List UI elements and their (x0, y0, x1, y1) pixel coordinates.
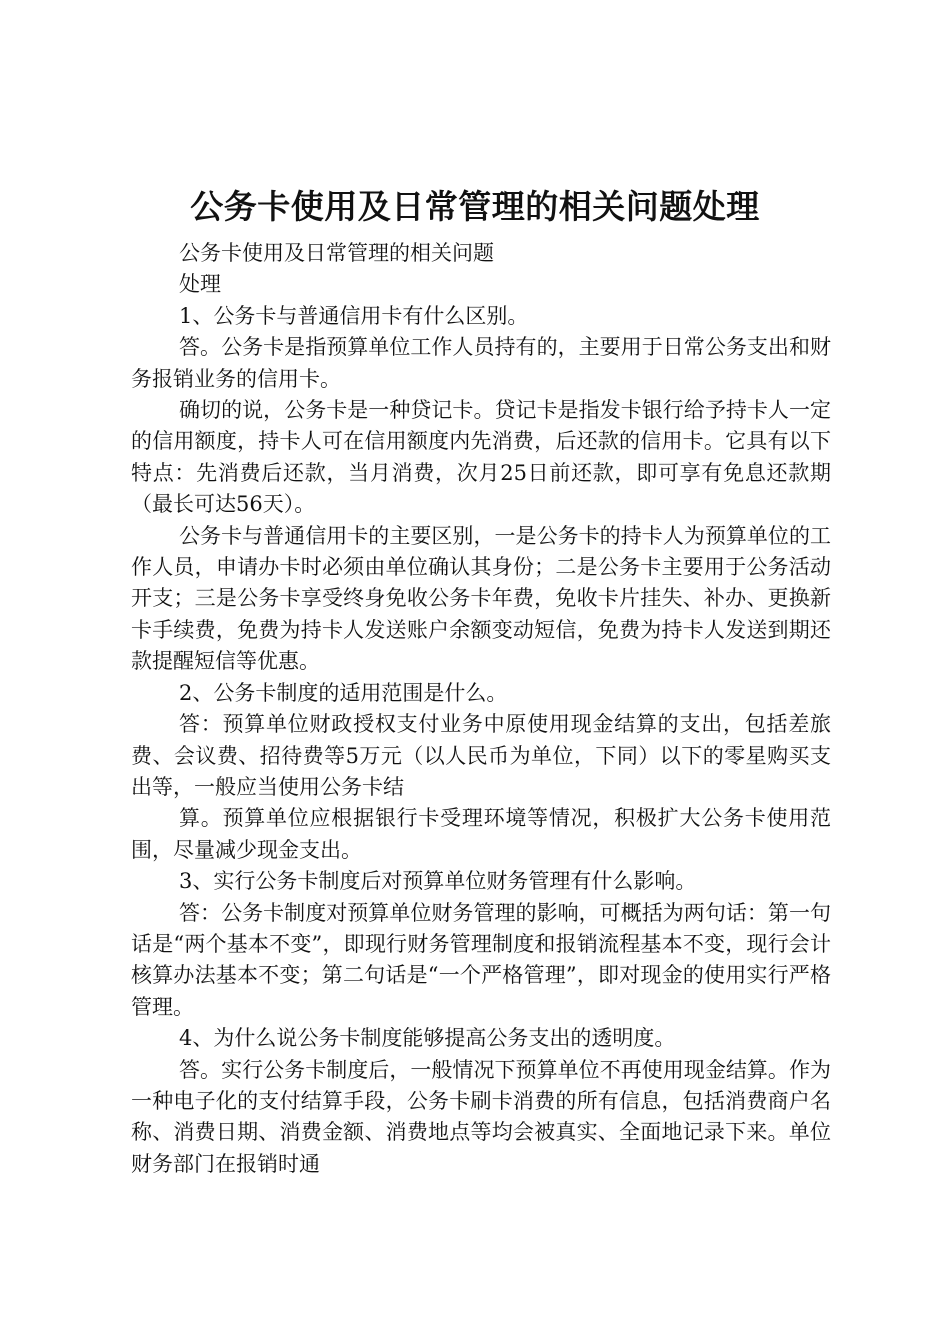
subtitle-line-1: 公务卡使用及日常管理的相关问题 (179, 241, 494, 265)
answer-3: 答：公务卡制度对预算单位财务管理的影响，可概括为两句话：第一句话是“两个基本不变”，即现行财务管理制度和报销流程基本不变，现行会计核算办法基本不变；第二句话是“一个严格管理”，即对现金的使用实行严格管理。 (131, 900, 831, 1019)
document-title: 公务卡使用及日常管理的相关问题处理 (190, 187, 760, 226)
document-body (131, 238, 831, 1180)
answer-2-paragraph-2: 算。预算单位应根据银行卡受理环境等情况，积极扩大公务卡使用范围，尽量减少现金支出。 (131, 806, 831, 862)
question-1: 1、公务卡与普通信用卡有什么区别。 (179, 303, 529, 328)
question-2: 2、公务卡制度的适用范围是什么。 (179, 680, 508, 705)
answer-2-paragraph-1: 答：预算单位财政授权支付业务中原使用现金结算的支出，包括差旅费、会议费、招待费等5万元（以人民币为单位，下同）以下的零星购买支出等，一般应当使用公务卡结 (131, 712, 831, 799)
answer-4: 答。实行公务卡制度后，一般情况下预算单位不再使用现金结算。作为一种电子化的支付结算手段，公务卡刷卡消费的所有信息，包括消费商户名称、消费日期、消费金额、消费地点等均会被真实、全面地记录下来。单位财务部门在报销时通 (131, 1057, 831, 1176)
answer-1-paragraph-2: 确切的说，公务卡是一种贷记卡。贷记卡是指发卡银行给予持卡人一定的信用额度，持卡人可在信用额度内先消费，后还款的信用卡。它具有以下特点：先消费后还款，当月消费，次月25日前还款，即可享有免息还款期（最长可达56天）。 (131, 398, 831, 517)
question-4: 4、为什么说公务卡制度能够提高公务支出的透明度。 (179, 1026, 676, 1051)
answer-1-paragraph-3: 公务卡与普通信用卡的主要区别，一是公务卡的持卡人为预算单位的工作人员，申请办卡时必须由单位确认其身份；二是公务卡主要用于公务活动开支；三是公务卡享受终身免收公务卡年费，免收卡片挂失、补办、更换新卡手续费，免费为持卡人发送账户余额变动短信，免费为持卡人发送到期还款提醒短信等优惠。 (131, 523, 831, 674)
subtitle-line-2: 处理 (179, 272, 221, 297)
answer-1-paragraph-1: 答。公务卡是指预算单位工作人员持有的，主要用于日常公务支出和财务报销业务的信用卡。 (131, 335, 831, 391)
question-3: 3、实行公务卡制度后对预算单位财务管理有什么影响。 (179, 869, 697, 894)
